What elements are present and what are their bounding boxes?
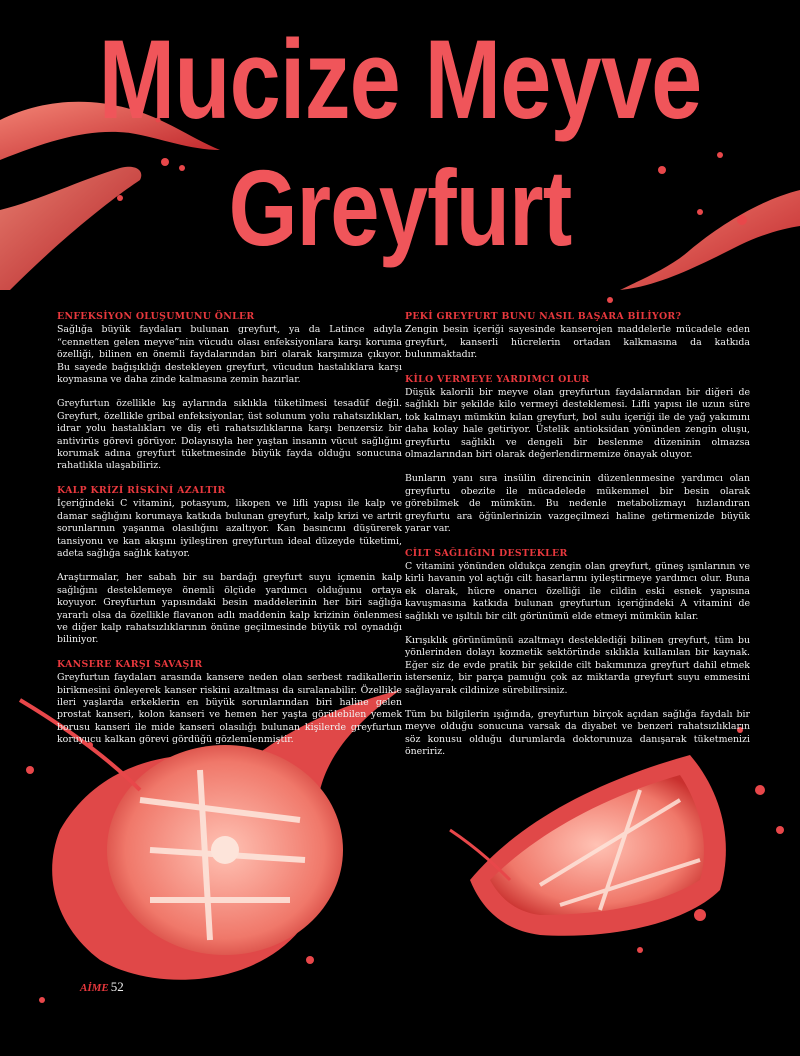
- magazine-logo: AİME: [80, 982, 109, 994]
- section-how: [405, 311, 750, 362]
- page-footer: [80, 979, 124, 995]
- right-column: [405, 311, 750, 771]
- page-number: 52: [110, 979, 124, 994]
- paragraph: Sağlığa büyük faydaları bulunan greyfurt, ya da Latince adıyla “cennetten gelen meyve”nin vücudu olası enfeksiyonlara karşı koruma özelliği, bilinen en önemli faydalarından biri olarak karşımıza çıkıyor. Bu sayede bağışıklığı destekleyen greyfurt, vücudun hastalıklara karşı koymasına ve daha zinde kalmasına zemin hazırlar.: [57, 324, 402, 386]
- paragraph: Araştırmalar, her sabah bir su bardağı greyfurt suyu içmenin kalp sağlığını desteklemeye önemli ölçüde yardımcı olduğunu ortaya koyuyor. Greyfurtun yapısındaki besin maddelerinin her biri sağlığa yararlı olsa da özellikle flavanon adlı maddenin kalp krizinin önlenmesi ve diğer kalp rahatsızlıklarının önüne geçilmesinde büyük rol oynadığı biliniyor.: [57, 572, 402, 646]
- paragraph: Bunların yanı sıra insülin direncinin düzenlenmesine yardımcı olan greyfurtu obezite ile mücadelede mükemmel bir besin olarak görebilmek de mümkün. Bu nedenle metabolizmayı hızlandıran greyfurtu ara öğünlerinizin vazgeçilmezi haline getirmenizde büyük yarar var.: [405, 473, 750, 535]
- paragraph: C vitamini yönünden oldukça zengin olan greyfurt, güneş ışınlarının ve kirli havanın yol açtığı cilt hasarlarını iyileştirmeye yardımcı olur. Buna ek olarak, hücre onarıcı özelliği ile cildin eski esnek yapısına kavuşmasına katkıda bulunan greyfurtun içeriğindeki A vitamini de sağlıklı ve ışıltılı bir cilt görünümü elde etmeyi mümkün kılar.: [405, 560, 750, 622]
- paragraph: Tüm bu bilgilerin ışığında, greyfurtun birçok açıdan sağlığa faydalı bir meyve olduğu sonucuna varsak da diyabet ve benzeri rahatsızlıkların söz konusu olduğu durumlarda doktorunuza danışarak tüketmenizi öneririz.: [405, 708, 750, 758]
- section-heading: ENFEKSİYON OLUŞUMUNU ÖNLER: [57, 311, 255, 322]
- section-heading: KİLO VERMEYE YARDIMCI OLUR: [405, 373, 590, 385]
- title-line-2: Greyfurt: [228, 147, 572, 268]
- title-line-1: Mucize Meyve: [98, 17, 702, 142]
- paragraph: Zengin besin içeriği sayesinde kanserojen maddelerle mücadele eden greyfurt, kanserli hücrelerin ortadan kalkmasına da katkıda bulunmaktadır.: [405, 324, 750, 361]
- section-infection: [57, 311, 402, 473]
- section-heading: KALP KRİZİ RİSKİNİ AZALTIR: [57, 484, 226, 496]
- left-column: [57, 311, 402, 759]
- section-heart: [57, 485, 402, 647]
- paragraph: Greyfurtun özellikle kış aylarında sıklıkla tüketilmesi tesadüf değil. Greyfurt, özellikle gribal enfeksiyonlar, üst solunum yolu rahatsızlıkları, idrar yolu hastalıkları ve diş eti rahatsızlıklarına karşı benzersiz bir antivirüs görevi görüyor. Dolayısıyla her yaştan insanın vücut sağlığını korumak adına greyfurt tüketmesinde büyük fayda olduğu sonucuna rahatlıkla ulaşabiliriz.: [57, 398, 402, 472]
- section-weight: [405, 374, 750, 536]
- section-skin: [405, 548, 750, 759]
- section-cancer: [57, 659, 402, 747]
- paragraph: Kırışıklık görünümünü azaltmayı desteklediği bilinen greyfurt, tüm bu yönlerinden dolayı kozmetik sektöründe sıklıkla kullanılan bir kaynak. Eğer siz de evde pratik bir şekilde cilt bakımınıza greyfurt dahil etmek isterseniz, bir parça pamuğu çok az miktarda greyfurt suyu emmesini sağlayarak cildinize sürebilirsiniz.: [405, 634, 750, 696]
- section-heading: PEKİ GREYFURT BUNU NASIL BAŞARA BİLİYOR?: [405, 311, 682, 322]
- section-heading: KANSERE KARŞI SAVAŞIR: [57, 658, 203, 670]
- paragraph: İçeriğindeki C vitamini, potasyum, likopen ve lifli yapısı ile kalp ve damar sağlığını korumaya katkıda bulunan greyfurt, kalp krizi ve artrit sorunlarının yaşanma olasılığını azaltıyor. Kan basıncını düşürerek tansiyonu ve kan akışını iyileştiren greyfurtun ideal düzeyde tüketimi, adeta sağlığa sağlık katıyor.: [57, 498, 402, 559]
- paragraph: Düşük kalorili bir meyve olan greyfurtun faydalarından bir diğeri de sağlıklı bir şekilde kilo vermeyi desteklemesi. Lifli yapısı ile uzun süre tok kalmayı mümkün kılan greyfurt, bol sulu içeriği ile de yağ yakımını daha kolay hale getiriyor. Üstelik antioksidan yönünden zengin oluşu, greyfurtu sağlıklı ve dengeli bir beslenme düzeninin olmazsa olmazlarından biri olarak değerlendirmemize önayak oluyor.: [405, 387, 750, 461]
- section-heading: CİLT SAĞLIĞINI DESTEKLER: [405, 547, 568, 559]
- paragraph: Greyfurtun faydaları arasında kansere neden olan serbest radikallerin birikmesini önleyerek kanser riskini azaltması da sıralanabilir. Özellikle ileri yaşlarda erkeklerin en büyük sorunlarından biri haline gelen prostat kanseri, kolon kanseri ve hemen her yaşta görülebilen yemek borusu kanseri ile mide kanseri olasılığı bulunan kişilerde greyfurtun koruyucu kalkan görevi gördüğü gözlemlenmiştir.: [57, 672, 402, 746]
